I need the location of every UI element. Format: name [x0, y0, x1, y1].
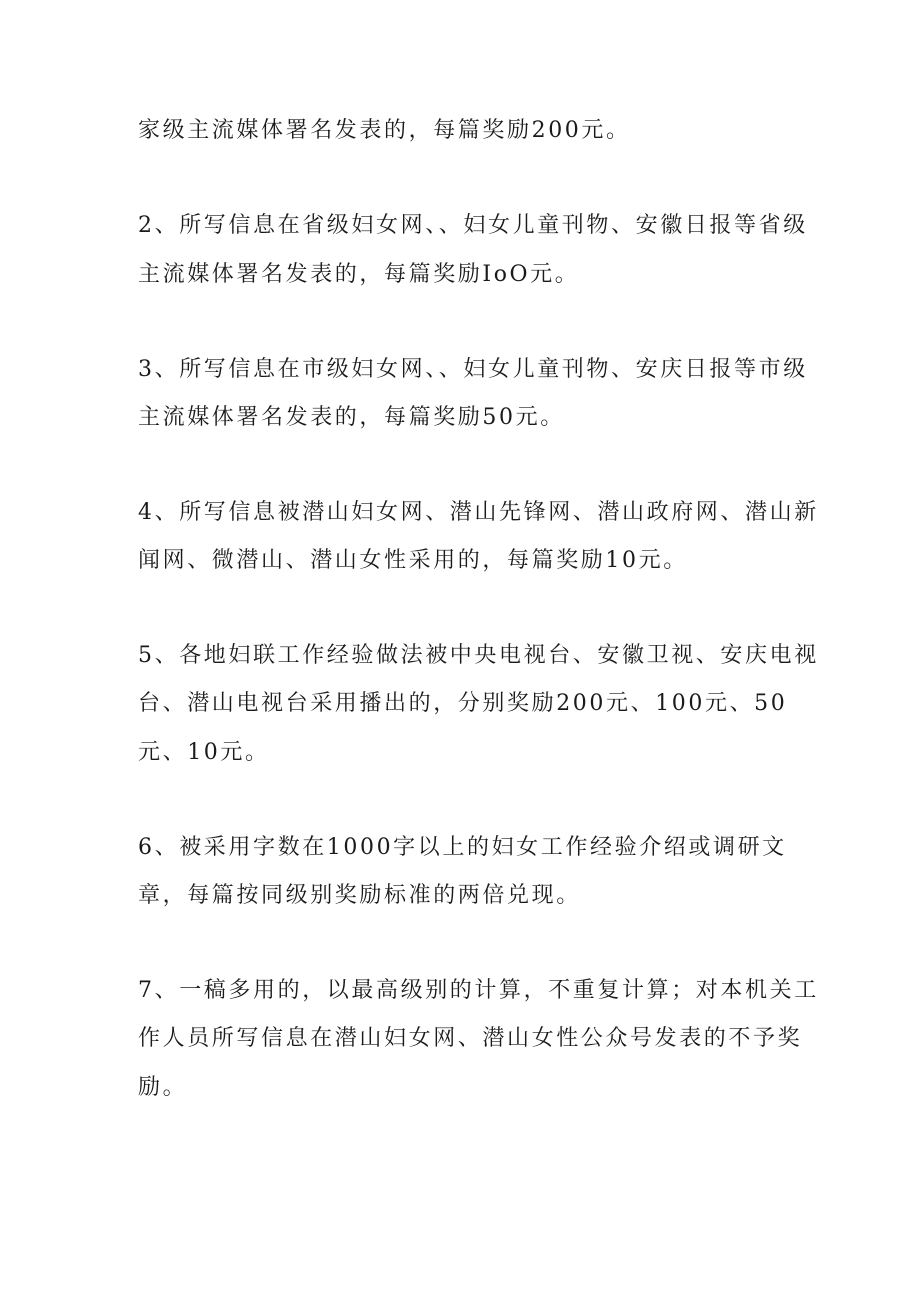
paragraph-3-line-2: 主流媒体署名发表的，每篇奖励50元。 [138, 405, 565, 430]
paragraph-5-line-3: 元、10元。 [138, 740, 270, 765]
paragraph-2-line-2: 主流媒体署名发表的，每篇奖励IoO元。 [138, 262, 580, 287]
paragraph-4-line-1: 4、所写信息被潜山妇女网、潜山先锋网、潜山政府网、潜山新 [138, 500, 819, 525]
paragraph-5-line-2: 台、潜山电视台采用播出的，分别奖励200元、100元、50 [138, 691, 788, 716]
paragraph-3-line-1: 3、所写信息在市级妇女网、、妇女儿童刊物、安庆日报等市级 [138, 357, 808, 382]
paragraph-6-line-2: 章，每篇按同级别奖励标准的两倍兑现。 [138, 883, 581, 908]
paragraph-7-line-3: 励。 [138, 1075, 188, 1100]
paragraph-6-line-1: 6、被采用字数在1000字以上的妇女工作经验介绍或调研文 [138, 835, 787, 860]
paragraph-1-line-1: 家级主流媒体署名发表的，每篇奖励200元。 [138, 118, 631, 143]
paragraph-2-line-1: 2、所写信息在省级妇女网、、妇女儿童刊物、安徽日报等省级 [138, 213, 808, 238]
paragraph-4-line-2: 闻网、微潜山、潜山女性采用的，每篇奖励10元。 [138, 548, 688, 573]
paragraph-5-line-1: 5、各地妇联工作经验做法被中央电视台、安徽卫视、安庆电视 [138, 643, 819, 668]
paragraph-7-line-1: 7、一稿多用的，以最高级别的计算，不重复计算；对本机关工 [138, 978, 819, 1003]
paragraph-7-line-2: 作人员所写信息在潜山妇女网、潜山女性公众号发表的不予奖 [138, 1026, 803, 1051]
